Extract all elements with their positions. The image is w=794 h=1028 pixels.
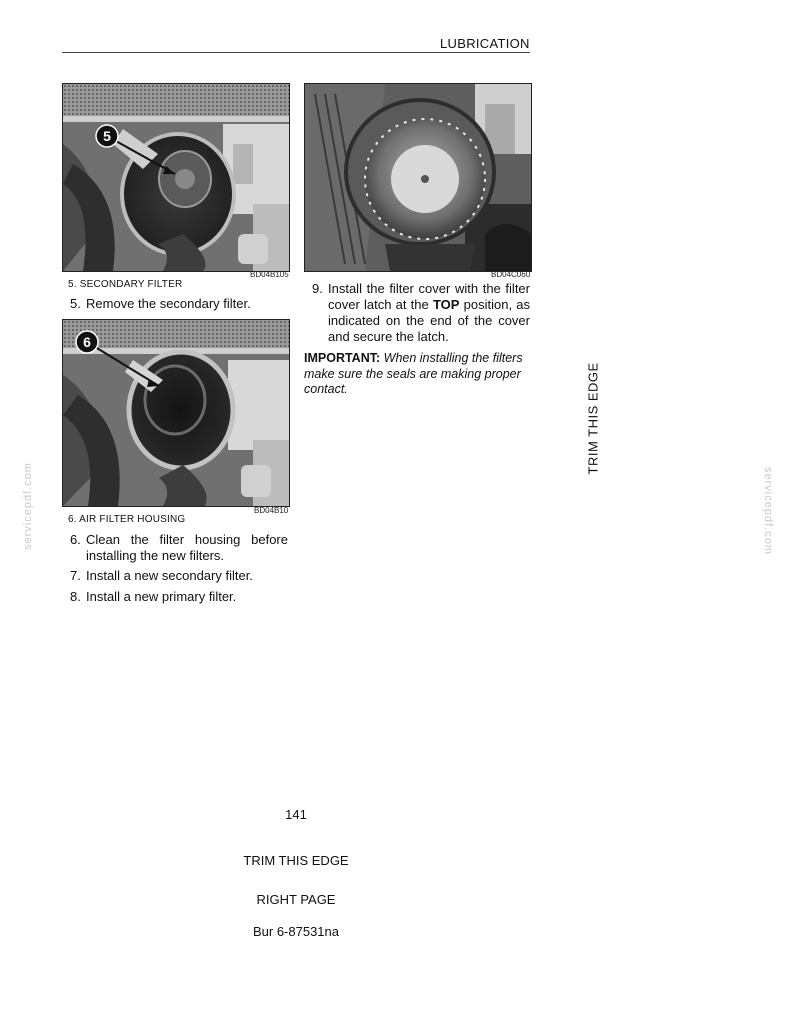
photo-filter-cover [304, 83, 532, 272]
step-text: Remove the secondary filter. [86, 296, 251, 311]
step-number: 8. [70, 589, 81, 604]
watermark-left: servicepdf.com [22, 462, 34, 550]
step-5 [70, 296, 290, 312]
callout-5: 5 [103, 128, 111, 144]
step-7 [70, 568, 290, 584]
trim-edge-footer: TRIM THIS EDGE [243, 853, 349, 868]
step-number: 9. [312, 281, 323, 296]
figure-id-bd04b10: BD04B10 [254, 506, 289, 515]
step-number: 7. [70, 568, 81, 583]
page-number: 141 [285, 807, 307, 822]
important-text: When installing the filters make sure the seals are making proper contact. [304, 351, 523, 396]
section-title: LUBRICATION [440, 36, 530, 51]
step-text: Install a new primary filter. [86, 589, 237, 604]
important-note [304, 351, 532, 398]
step-6 [70, 532, 288, 564]
step-number: 6. [70, 532, 81, 547]
step-number: 5. [70, 296, 81, 311]
emphasis-top: TOP [432, 297, 460, 312]
document-code: Bur 6-87531na [252, 924, 339, 939]
header-rule [62, 52, 530, 53]
photo-air-filter-housing [62, 319, 290, 507]
figure-id-bd04c060: BD04C060 [491, 270, 531, 279]
callout-6: 6 [83, 334, 91, 350]
important-label: IMPORTANT: [304, 351, 381, 365]
step-text: Clean the filter housing before installing the new filters. [86, 532, 288, 563]
step-9 [312, 281, 530, 345]
step-text: Install a new secondary filter. [86, 568, 253, 583]
figure-id-bd04b105: BD04B105 [250, 270, 289, 279]
page-side-label: RIGHT PAGE [256, 892, 336, 907]
figure-caption-secondary-filter: 5. SECONDARY FILTER [68, 279, 183, 290]
photo-secondary-filter [62, 83, 290, 272]
trim-edge-vertical: TRIM THIS EDGE [585, 362, 601, 475]
watermark-right: servicepdf.com [762, 467, 774, 555]
figure-caption-air-filter-housing: 6. AIR FILTER HOUSING [68, 514, 186, 525]
step-8 [70, 589, 290, 605]
step-text: Install the filter cover with the filter cover latch at the TOP position, as indicated on the end of the cover and secure the latch. [328, 281, 530, 344]
